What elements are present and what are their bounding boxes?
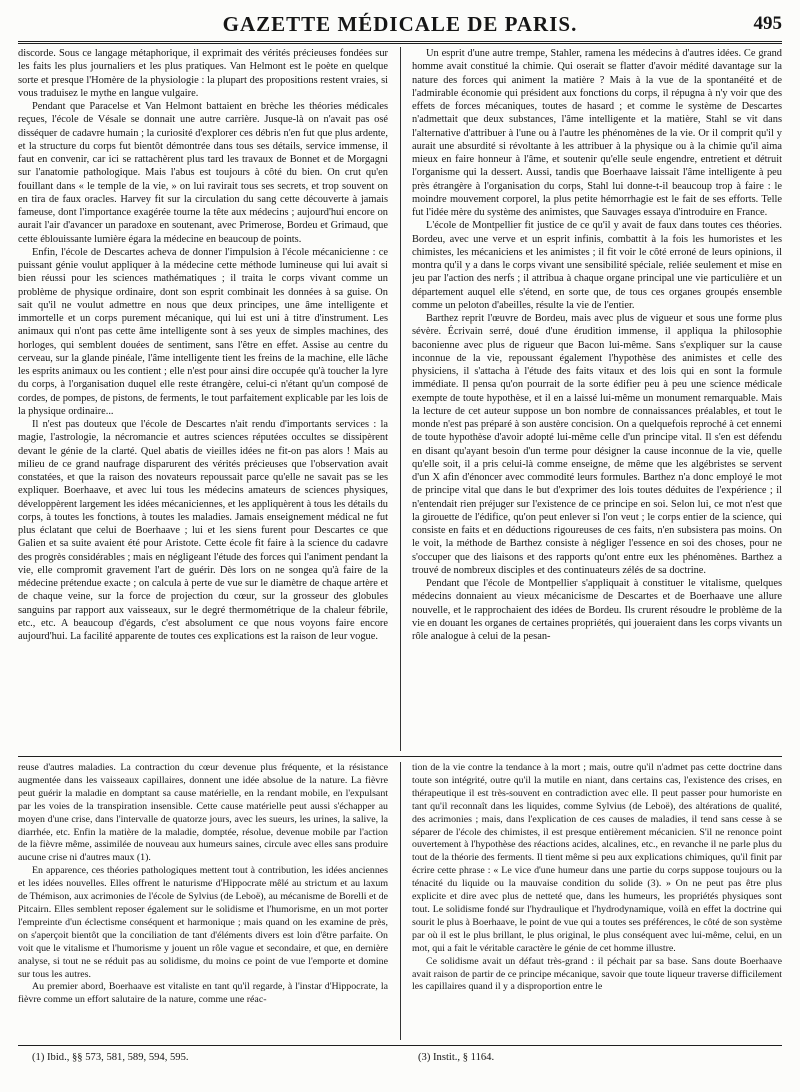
paragraph: Pendant que Paracelse et Van Helmont battaient en brèche les théories médicales reçues, l'école de Vésale se donnait une autre carrière. Jusque-là on n'avait pas osé disséquer de cadavre humain ; la curiosité d'explorer ces débris n'en fut que plus ardente, et la structure du corps fut bientôt démontrée dans tous ses détails, service immense, il faut en convenir, car ici se rattachèrent plus tard les travaux de Bonnet et de Morgagni sur l'anatomie pathologique. Mais l'abus est toujours à côté du bien. On crut qu'en fouillant dans « le temple de la vie, » on lui ravirait tous ses secrets, et trop souvent on en tira de faux oracles. Harvey fit sur la circulation du sang cette découverte à jamais fameuse, dont l'importance exagérée tourne la tête aux médecins ; aujourd'hui encore on aurait l'air d'avancer un paradoxe en soutenant, avec Primerose, Bordeu et Grimaud, que cette éblouissante lumière égara la médecine en beaucoup de points. [18, 101, 388, 245]
bottom-right-column [412, 762, 782, 1040]
paragraph: Ce solidisme avait un défaut très-grand : il péchait par sa base. Sans doute Boerhaave avait raison de partir de ce principe mécanique, savoir que toute liqueur traverse difficilement les capillaires quand il y a disproportion entre le [412, 955, 782, 993]
footnote-left: (1) Ibid., §§ 573, 581, 589, 594, 595. [32, 1052, 189, 1063]
paragraph: Enfin, l'école de Descartes acheva de donner l'impulsion à l'école mécanicienne : ce puissant génie voulut appliquer à la médecine cette méthode lumineuse qui lui avait si bien réussi pour les sciences mathématiques ; il traita le corps vivant comme un problème de physique ordinaire, dont son esprit combinait les données à sa guise. On sait qu'il ne voulut admettre en nous que deux principes, une âme intelligente et immortelle et un corps purement mécanique, qui lui est uni à titre d'instrument. Les animaux qui n'ont pas cette âme intelligente sont à ses yeux de simples machines, des horloges, qui semblent douées de sentiment, sans l'être en effet. Assise au centre du cerveau, sur la glande pinéale, l'âme intelligente tient les freins de la machine, elle lâche les esprits animaux ou les contient ; elle n'est pour ainsi dire occupée qu'à toucher la lyre du corps, à l'organisation duquel elle reste étrangère, celui-ci n'étant qu'un composé de cordes, de pompes, de pistons, de ferments, le tout parfaitement explicable par les lois de la physique ordinaire... [18, 246, 388, 417]
paragraph: tion de la vie contre la tendance à la mort ; mais, outre qu'il n'admet pas cette doctrine dans toute son intégrité, outre qu'il la mutile en niant, dans certains cas, l'existence des crises, en thérapeutique il est très-souvent en contradiction avec elle. Il peut passer pour humoriste en tant qu'il reconnaît dans les liquides, comme Sylvius (de Leboë), des altérations de qualité, des acrimonies ; mais, dans l'explication de ces causes de maladies, il tend sans cesse à se séparer de l'école des chimistes, il est presque entièrement mécanicien. S'il ne renonce point ouvertement à l'hypothèse des réactions acides, alcalines, etc., en revanche il ne parle plus du tout de la théorie des ferments. Il tient même si peu aux explications chimiques, qu'il finit par écrire cette phrase : « Le vice d'une humeur dans une partie du corps suppose toujours ou la ténacité du liquide ou la mauvaise condition du solide (3). » On ne peut pas être plus explicite et dire avec plus de netteté que, dans les humeurs, les propriétés physiques sont tout. Le solidisme fondé sur l'hydraulique et l'hydrodynamique, voilà en effet la doctrine qui sourit le plus à Boerhaave, le point de vue qui a toutes ses préférences, le côté de son système par où il est le plus brillant, le plus original, le plus conséquent avec lui-même, celui, en un mot, qui a fait le véritable caractère le génie de cet homme illustre. [412, 762, 782, 954]
column-divider [400, 47, 401, 751]
paragraph: discorde. Sous ce langage métaphorique, il exprimait des vérités précieuses fondées sur les faits les plus journaliers et les plus pratiques. Van Helmont est le poète en quelque sorte et presque l'Homère de la physiologie : la plupart des propositions restent vraies, si vous traduisez le mythe en langue vulgaire. [18, 48, 388, 99]
paragraph: Un esprit d'une autre trempe, Stahler, ramena les médecins à d'autres idées. Ce grand homme avait constitué la chimie. Qui oserait se flatter d'avoir médité davantage sur la nature des forces qui animent la matière ? Mais à la vue de la spontanéité et de l'admirable économie qui président aux fonctions du corps, il répugna à n'y voir que des effets de forces mécaniques, toutes de hasard ; et comme le système de Descartes n'admettait que deux substances, l'âme intelligente et la matière, Stahl se vit dans l'alternative d'attribuer à l'une ou à l'autre les phénomènes de la vie. Or il comprit qu'il y aurait une absurdité si révoltante à les attribuer à la physique ou à la chimie qu'il aima mieux en faire honneur à l'âme, et soutenir qu'elle seule engendre, entretient et détruit l'organisme qui la dessert. Aussi, tandis que Boerhaave laissait l'âme intelligente à peu près étrangère à l'organisation du corps, Stahl lui donne-t-il beaucoup trop à faire : le moindre mouvement corporel, la plus petite hémorrhagie est le fait de ses efforts. Telle fut l'idée mère du système des animistes, que Sauvages essaya d'introduire en France. [412, 48, 782, 218]
column-divider [400, 762, 401, 1040]
bottom-left-column [18, 762, 388, 1040]
paragraph: Au premier abord, Boerhaave est vitaliste en tant qu'il regarde, à l'instar d'Hippocrate, la fièvre comme un effort salutaire de la nature, comme une réac- [18, 981, 388, 1006]
paragraph: Il n'est pas douteux que l'école de Descartes n'ait rendu d'importants services : la magie, l'astrologie, la nécromancie et autres sciences réputées occultes se dissipèrent devant le génie de la clarté. Quel abatis de vieilles idées ne fit-on pas alors ! Mais au milieu de ce grand naufrage disparurent des vérités précieuses que l'observation avait constatées, et que la raison des novateurs repoussait parce qu'elle ne savait pas se les expliquer. Boerhaave, et avec lui tous les médecins amateurs de sciences physiques, développèrent largement les idées mécaniciennes, et les appliquèrent à tous les détails du corps, à toutes les fonctions, à toutes les maladies. Jamais enseignement médical ne fut plus éclatant que celui de Boerhaave ; lui et les siens furent pour Descartes ce que Galien et sa suite avaient été pour Aristote. Cette école fit faire à la science du cadavre des progrès considérables ; mais en négligeant l'étude des forces qui l'animent pendant la vie, elle compromit gravement l'art de guérir. Dès lors on ne songea qu'à faire de la médecine prétendue exacte ; on calcula à perte de vue sur le diamètre de chaque artère et de chaque veine, sur la force de projection du cœur, sur la grosseur des globules sanguins par rapport aux vaisseaux, sur le degré thermométrique de la chaleur fébrile, etc., etc. A beaucoup d'égards, c'est absolument ce que nous voyons faire encore aujourd'hui. La facilité apparente de toutes ces explications est la raison de leur vogue. [18, 419, 388, 642]
footnotes [18, 1048, 782, 1070]
page-header [18, 12, 782, 42]
top-left-column [18, 47, 388, 751]
paragraph: Barthez reprit l'œuvre de Bordeu, mais avec plus de vigueur et sous une forme plus sévère. Écrivain serré, doué d'une érudition immense, il appliqua la philosophie baconienne avec plus de rigueur que Bacon lui-même. Sans s'expliquer sur la cause inconnue de la vie, repoussant également l'hypothèse des animistes et celle des physiciens, il s'attacha à l'étude des faits vitaux et des lois qui en sont la formule immédiate. Il pensa qu'on pourrait de la sorte édifier peu à peu une science médicale exempte de toute hypothèse, et il en a laissé lui-même un monument remarquable. Mais la lecture de cet auteur suppose un bon nombre de connaissances préalables, et tout le monde n'est pas préparé à son austère concision. On a quelquefois reproché à cet ennemi de toute hypothèse d'avoir adopté lui-même celle d'un principe vital. Il s'en est défendu en disant qu'ayant besoin d'un terme pour désigner la cause inconnue de la vie, quelle qu'elle soit, il a pris celui-là comme enseigne, de même que les algébristes se servent d'un X afin d'énoncer avec commodité leurs formules. Barthez n'a donc employé le mot de principe vital que dans le but d'exprimer des lois toutes déduites de l'expérience ; il n'entendait rien préjuger sur l'existence de ce principe en soi. Selon lui, ce mot n'est que la girouette de l'édifice, qu'on peut enlever si l'on veut ; le corps entier de la science, qui consiste en faits et en déductions rigoureuses de ces faits, n'en subsistera pas moins. On le voit, la méthode de Barthez consiste à négliger l'essence en soi des choses, pour ne s'occuper que des liaisons et des rapports qu'ont entre eux les phénomènes. Barthez a trouvé de nombreux disciples et des continuateurs zélés de sa doctrine. [412, 313, 782, 576]
paragraph: En apparence, ces théories pathologiques mettent tout à contribution, les idées anciennes et les idées nouvelles. Elles offrent le naturisme d'Hippocrate mêlé au strictum et au laxum de Thémison, aux acrimonies de l'école de Sylvius (de Leboë), au mécanisme de Borelli et de Pitcairn. Elles semblent reposer également sur le solidisme et l'humorisme, en un mot porter l'empreinte d'un éclectisme conséquent et harmonique ; mais quand on les examine de près, on s'aperçoit bientôt que la conciliation de tant d'éléments divers est loin d'être parfaite. On voit que le vitalisme et l'humorisme y jouent un rôle vague et secondaire, et que, en dernière analyse, si tout ne se réduit pas au solidisme, du moins ce point de vue l'emporte et domine sur tous les autres. [18, 865, 388, 980]
journal-title: GAZETTE MÉDICALE DE PARIS. [222, 12, 578, 36]
footnote-right: (3) Instit., § 1164. [418, 1052, 495, 1063]
footnote-rule [18, 1045, 782, 1046]
section-rule [18, 756, 782, 757]
top-right-column [412, 47, 782, 751]
paragraph: Pendant que l'école de Montpellier s'appliquait à constituer le vitalisme, quelques médecins donnaient au vieux mécanicisme de Descartes et de Boerhaave une allure nouvelle, et le rapprochaient des idées de Bordeu. Ils crurent résoudre le problème de la vie en douant les organes de certaines propriétés, qui joueraient dans les corps vivants un rôle analogue à celui de la pesan- [412, 578, 782, 642]
paragraph: L'école de Montpellier fit justice de ce qu'il y avait de faux dans toutes ces théories. Bordeu, avec une verve et un esprit infinis, combattit à la fois les humoristes et les chimistes, les mécaniciens et les animistes ; il fit voir le côté erroné de leurs opinions, il montra qu'il y a dans le corps vivant une sensibilité spéciale, reliée seulement et mise en jeu par l'action des nerfs ; il attribua à chaque organe principal une vie particulière et un département auquel elle s'étend, en sorte que, de tous ces organes groupés ensemble comme un peloton d'abeilles, résulte la vie de l'entier. [412, 220, 782, 311]
page-number: 495 [753, 13, 782, 34]
paragraph: reuse d'autres maladies. La contraction du cœur devenue plus fréquente, et la résistance augmentée dans les vaisseaux capillaires, donnent une idée absolue de la nature. La fièvre peut guérir la maladie en domptant sa cause matérielle, en la rendant mobile, en l'expulsant par les voies de la transpiration insensible. Cette cause matérielle peut aussi s'échapper au moyen d'une crise, dans l'intervalle de quatorze jours, avec les sueurs, les urines, la salive, la diarrhée, etc. Enfin la matière de la maladie, domptée, résolue, devenue mobile par l'action de la fièvre même, assimilée de nouveau aux humeurs saines, circule avec elles sans produire aucune crise ni d'autres maux (1). [18, 762, 388, 864]
